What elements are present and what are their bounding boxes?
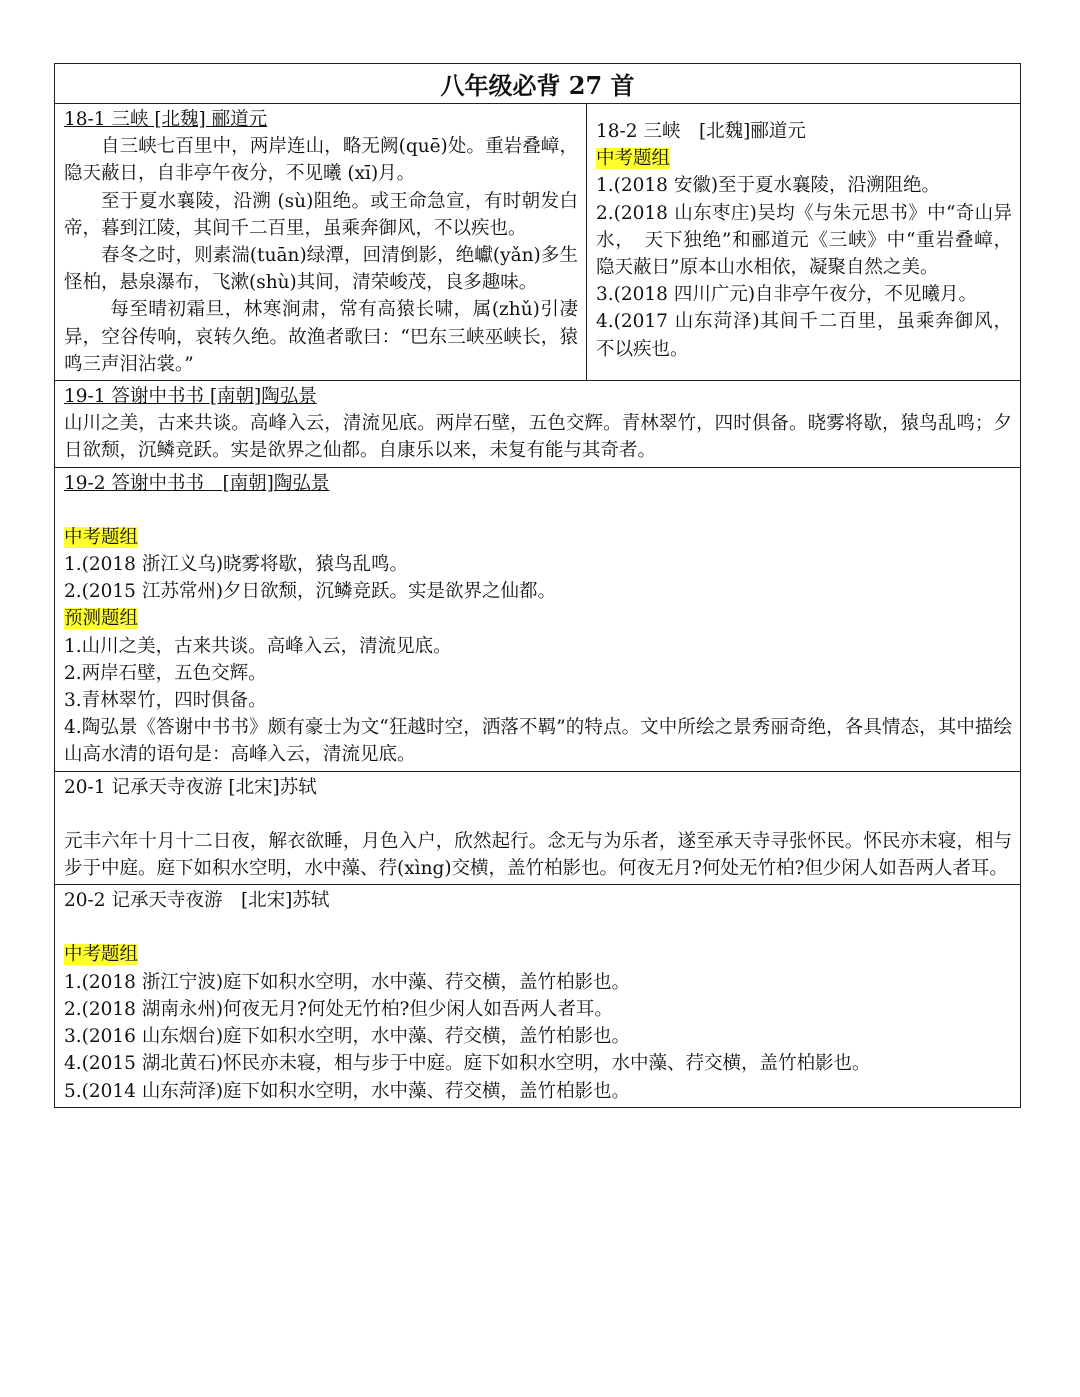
list-item: 2.(2015 江苏常州)夕日欲颓，沉鳞竞跃。实是欲界之仙都。: [64, 581, 557, 603]
section-heading: 20-2 记承天寺夜游 [北宋]苏轼: [64, 890, 330, 912]
section-heading: 19-2 答谢中书书 [南朝]陶弘景: [64, 472, 330, 494]
section-heading: 19-1 答谢中书书 [南朝]陶弘景: [64, 386, 317, 408]
section-19-2: [55, 467, 1021, 771]
list-item: 1.(2018 浙江宁波)庭下如积水空明，水中藻、荇交横，盖竹柏影也。: [64, 971, 631, 993]
list-item: 4.(2015 湖北黄石)怀民亦未寝，相与步于中庭。庭下如积水空明，水中藻、荇交横，盖竹柏影也。: [64, 1053, 871, 1075]
paragraph: 春冬之时，则素湍(tuān)绿潭，回清倒影，绝巘(yǎn)多生怪柏，悬泉瀑布，飞漱(shù)其间，清荣峻茂，良多趣味。: [64, 245, 578, 294]
list-item: 1.山川之美，古来共谈。高峰入云，清流见底。: [64, 635, 452, 657]
prediction-group-label: 预测题组: [64, 608, 139, 630]
paragraph: 自三峡七百里中，两岸连山，略无阙(quē)处。重岩叠嶂，隐天蔽日，自非亭午夜分，不见曦 (xī)月。: [64, 136, 578, 185]
list-item: 2.两岸石壁，五色交辉。: [64, 662, 267, 684]
list-item: 1.(2018 安徽)至于夏水襄陵，沿溯阻绝。: [596, 175, 941, 197]
exam-group-label: 中考题组: [596, 148, 671, 170]
section-20-2: [55, 885, 1021, 1107]
paragraph: 每至晴初霜旦，林寒涧肃，常有高猿长啸，属(zhǔ)引凄异，空谷传响，哀转久绝。故渔者歌曰：“巴东三峡巫峡长，猿鸣三声泪沾裳。”: [64, 299, 578, 375]
list-item: 4.陶弘景《答谢中书书》颇有豪士为文“狂越时空，洒落不羁”的特点。文中所绘之景秀丽奇绝，各具情态，其中描绘山高水清的语句是：高峰入云，清流见底。: [64, 717, 1013, 766]
list-item: 4.(2017 山东菏泽)其间千二百里，虽乘奔御风，不以疾也。: [596, 311, 1013, 360]
section-heading: 18-2 三峡 [北魏]郦道元: [596, 121, 806, 142]
section-heading: 18-1 三峡 [北魏] 郦道元: [64, 109, 268, 130]
exam-group-label: 中考题组: [64, 944, 139, 966]
list-item: 3.(2018 四川广元)自非亭午夜分，不见曦月。: [596, 284, 978, 306]
section-heading: 20-1 记承天寺夜游 [北宋]苏轼: [64, 776, 317, 798]
list-item: 3.青林翠竹，四时俱备。: [64, 690, 267, 712]
list-item: 1.(2018 浙江义乌)晓雾将歇，猿鸟乱鸣。: [64, 554, 409, 576]
list-item: 2.(2018 湖南永州)何夜无月?何处无竹柏?但少闲人如吾两人者耳。: [64, 998, 613, 1020]
paragraph: 山川之美，古来共谈。高峰入云，清流见底。两岸石壁，五色交辉。青林翠竹，四时俱备。晓雾将歇，猿鸟乱鸣；夕日欲颓，沉鳞竞跃。实是欲界之仙都。自康乐以来，未复有能与其奇者。: [64, 413, 1013, 462]
paragraph: 元丰六年十月十二日夜，解衣欲睡，月色入户，欣然起行。念无与为乐者，遂至承天寺寻张怀民。怀民亦未寝，相与步于中庭。庭下如积水空明，水中藻、荇(xìng)交横，盖竹柏影也。何夜无月?何处无竹柏?但少闲人如吾两人者耳。: [64, 830, 1013, 880]
poem-table: [54, 63, 1021, 1108]
list-item: 2.(2018 山东枣庄)吴均《与朱元思书》中“奇山异水， 天下独绝”和郦道元《三峡》中“重岩叠嶂，隐天蔽日”原本山水相依，凝聚自然之美。: [596, 202, 1013, 279]
section-18-2: [587, 104, 1021, 381]
list-item: 3.(2016 山东烟台)庭下如积水空明，水中藻、荇交横，盖竹柏影也。: [64, 1026, 631, 1048]
page-title: 八年级必背 27 首: [55, 64, 1021, 104]
paragraph: 至于夏水襄陵，沿溯 (sù)阻绝。或王命急宣，有时朝发白帝，暮到江陵，其间千二百里，虽乘奔御风，不以疾也。: [64, 190, 578, 239]
section-18-1: [55, 104, 587, 381]
exam-group-label: 中考题组: [64, 526, 139, 548]
section-19-1: [55, 381, 1021, 468]
section-20-1: [55, 771, 1021, 885]
list-item: 5.(2014 山东菏泽)庭下如积水空明，水中藻、荇交横，盖竹柏影也。: [64, 1080, 631, 1102]
